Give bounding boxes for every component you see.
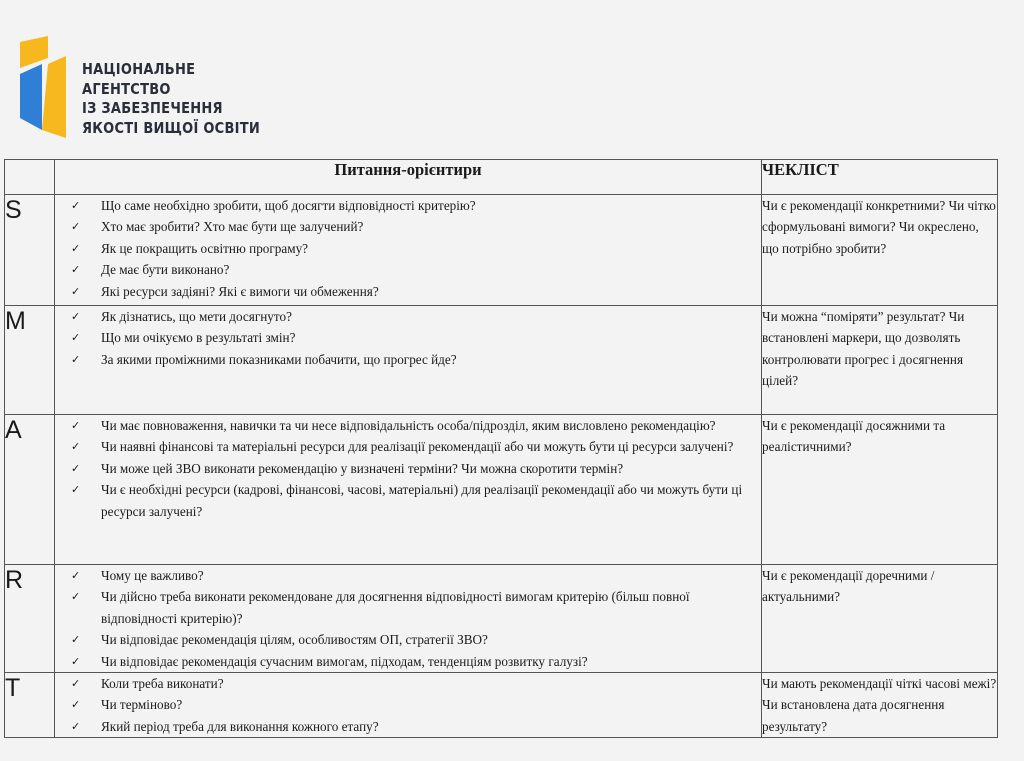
question-text: Чи може цей ЗВО виконати рекомендацію у визначені терміни? Чи можна скоротити термін? [101, 460, 624, 476]
questions-cell [55, 673, 762, 738]
checkmark-icon: ✓ [71, 461, 81, 475]
list-item [55, 436, 761, 457]
smart-letter: A [5, 415, 55, 565]
question-text: Що ми очікуємо в результаті змін? [101, 330, 296, 346]
questions-cell [55, 306, 762, 415]
question-text: Який період треба для виконання кожного етапу? [101, 718, 379, 734]
smart-table [4, 159, 998, 738]
question-text: Чи відповідає рекомендація цілям, особливостям ОП, стратегії ЗВО? [101, 632, 488, 648]
checkmark-icon: ✓ [71, 331, 81, 345]
question-text: Чи є необхідні ресурси (кадрові, фінансові, часові, матеріальні) для реалізації рекомендації або чи можуть бути ці ресурси залучені? [101, 482, 743, 519]
checklist-cell: Чи є рекомендації доречними / актуальними? [762, 565, 998, 673]
question-text: Коли треба виконати? [101, 676, 224, 692]
questions-cell [55, 415, 762, 565]
checklist-cell: Чи є рекомендації конкретними? Чи чітко сформульовані вимоги? Чи окреслено, що потрібно зробити? [762, 195, 998, 306]
agency-name-line: ЯКОСТІ ВИЩОЇ ОСВІТИ [82, 118, 261, 137]
list-item [55, 238, 761, 259]
checkmark-icon: ✓ [71, 199, 81, 212]
agency-name-line: АГЕНТСТВО [82, 79, 171, 98]
list-item [55, 349, 761, 370]
questions-list [55, 673, 761, 737]
list-item [55, 479, 761, 522]
checkmark-icon: ✓ [71, 440, 81, 454]
checkmark-icon: ✓ [71, 263, 81, 277]
agency-logo-icon [18, 34, 68, 144]
question-text: Чи терміново? [101, 697, 183, 713]
list-item [55, 259, 761, 280]
question-text: Як це покращить освітню програму? [101, 240, 309, 256]
checkmark-icon: ✓ [71, 698, 81, 712]
table-row [5, 673, 998, 738]
questions-list [55, 415, 761, 522]
table-header-row [5, 160, 998, 195]
checkmark-icon: ✓ [71, 654, 81, 668]
header-questions: Питання-орієнтири [55, 160, 762, 195]
list-item [55, 195, 761, 216]
list-item [55, 306, 761, 327]
table-row [5, 415, 998, 565]
list-item [55, 629, 761, 650]
checklist-cell: Чи мають рекомендації чіткі часові межі? Чи встановлена дата досягнення результату? [762, 673, 998, 738]
checkmark-icon: ✓ [71, 590, 81, 604]
questions-list [55, 306, 761, 370]
checkmark-icon: ✓ [71, 241, 81, 255]
smart-letter: S [5, 195, 55, 306]
agency-name-line: НАЦІОНАЛЬНЕ [82, 60, 196, 78]
list-item [55, 281, 761, 302]
question-text: Хто має зробити? Хто має бути ще залучений? [101, 219, 364, 235]
header-checklist: ЧЕКЛІСТ [762, 160, 998, 195]
question-text: Чи має повноваження, навички та чи несе відповідальність особа/підрозділ, яким висловлено рекомендацію? [101, 418, 716, 433]
smart-letter: T [5, 673, 55, 738]
question-text: Де має бути виконано? [101, 262, 230, 278]
list-item [55, 673, 761, 694]
smart-letter: R [5, 565, 55, 673]
list-item [55, 586, 761, 629]
table-row [5, 565, 998, 673]
checkmark-icon: ✓ [71, 284, 81, 298]
list-item [55, 216, 761, 237]
list-item [55, 716, 761, 737]
question-text: За якими проміжними показниками побачити, що прогрес йде? [101, 351, 457, 367]
list-item [55, 694, 761, 715]
checkmark-icon: ✓ [71, 483, 81, 497]
questions-cell [55, 195, 762, 306]
question-text: Чи наявні фінансові та матеріальні ресурси для реалізації рекомендації або чи можуть бути ці ресурси залучені? [101, 439, 734, 455]
page-header [0, 0, 1024, 160]
questions-cell [55, 565, 762, 673]
list-item [55, 415, 761, 436]
checkmark-icon: ✓ [71, 633, 81, 647]
questions-list [55, 195, 761, 302]
checkmark-icon: ✓ [71, 569, 81, 582]
questions-list [55, 565, 761, 672]
question-text: Що саме необхідно зробити, щоб досягти відповідності критерію? [101, 198, 476, 213]
list-item [55, 327, 761, 348]
checkmark-icon: ✓ [71, 310, 81, 323]
question-text: Чи дійсно треба виконати рекомендоване для досягнення відповідності вимогам критерію (більш повної відповідності критерію)? [101, 589, 690, 626]
question-text: Чому це важливо? [101, 568, 204, 583]
checkmark-icon: ✓ [71, 220, 81, 234]
checklist-cell: Чи можна “поміряти” результат? Чи встановлені маркери, що дозволять контролювати прогрес і досягнення цілей? [762, 306, 998, 415]
checkmark-icon: ✓ [71, 352, 81, 366]
table-row [5, 306, 998, 415]
list-item [55, 651, 761, 672]
header-letter-cell [5, 160, 55, 195]
question-text: Чи відповідає рекомендація сучасним вимогам, підходам, тенденціям розвитку галузі? [101, 653, 588, 669]
table-body [5, 195, 998, 738]
agency-name [82, 60, 260, 138]
question-text: Які ресурси задіяні? Які є вимоги чи обмеження? [101, 283, 379, 299]
checkmark-icon: ✓ [71, 677, 81, 691]
smart-letter: M [5, 306, 55, 415]
checkmark-icon: ✓ [71, 719, 81, 733]
question-text: Як дізнатись, що мети досягнуто? [101, 309, 292, 324]
checklist-cell: Чи є рекомендації досяжними та реалістичними? [762, 415, 998, 565]
checkmark-icon: ✓ [71, 419, 81, 432]
list-item [55, 458, 761, 479]
table-row [5, 195, 998, 306]
agency-name-line: ІЗ ЗАБЕЗПЕЧЕННЯ [82, 99, 223, 117]
list-item [55, 565, 761, 586]
